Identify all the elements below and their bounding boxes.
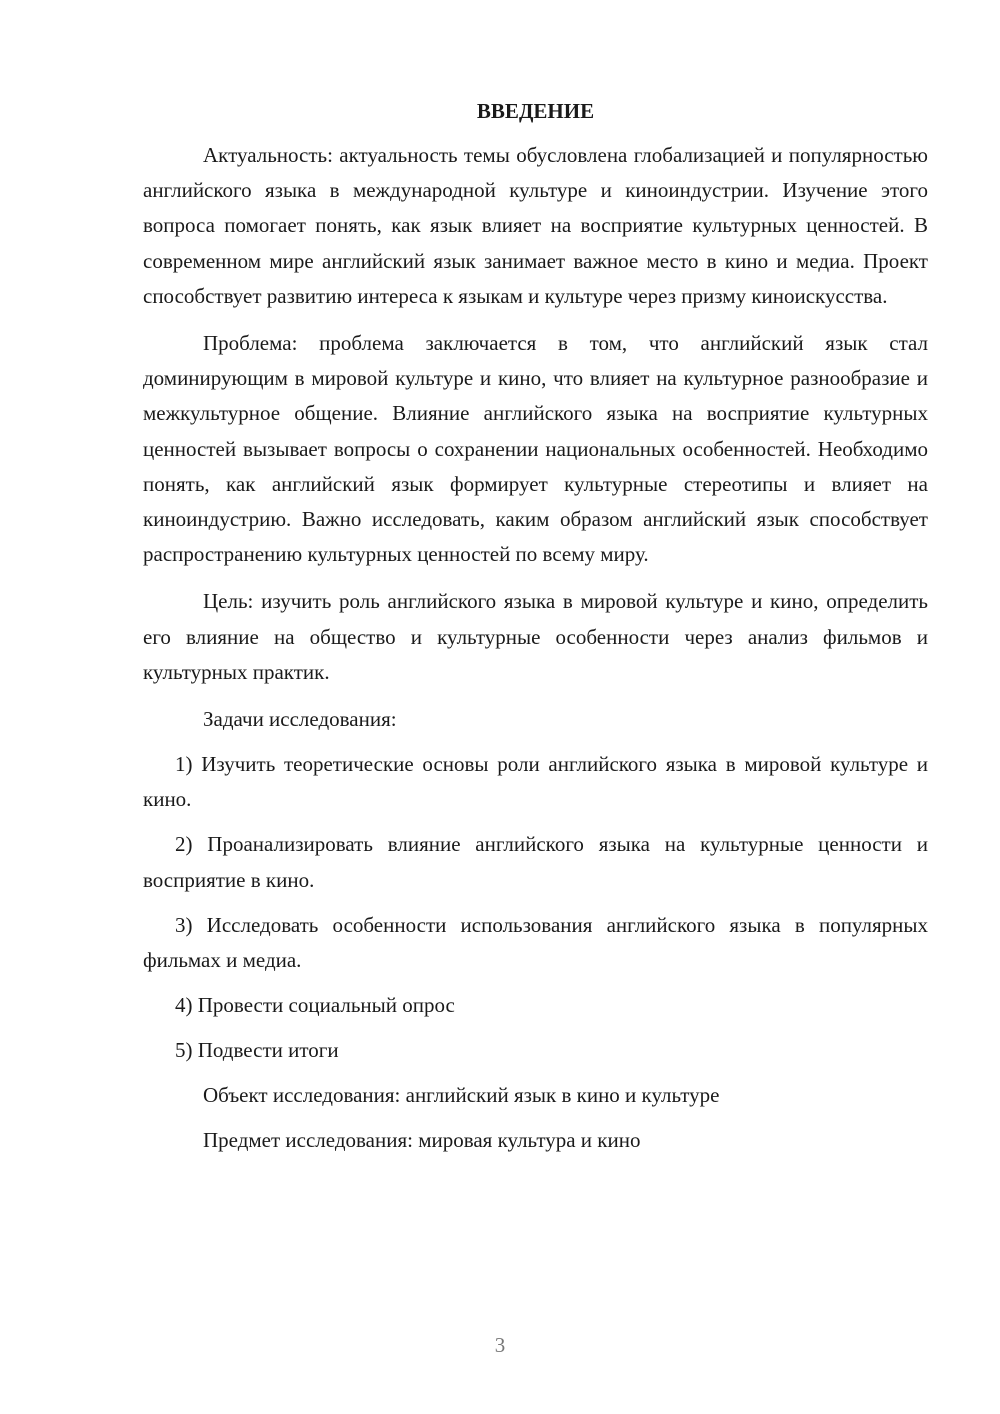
document-page (143, 96, 928, 1168)
page-number: 3 (494, 1333, 506, 1357)
research-object: Объект исследования: английский язык в кино и культуре (203, 1083, 720, 1108)
goal-paragraph: Цель: изучить роль английского языка в мировой культуре и кино, определить его влияние на общество и культурные особенности через анализ фильмов и культурных практик. (143, 589, 928, 684)
relevance-paragraph: Актуальность: актуальность темы обусловлена глобализацией и популярностью английского языка в международной культуре и киноиндустрии. Изучение этого вопроса помогает понять, как язык влияет на восприятие культурных ценностей. В современном мире английский язык занимает важное место в кино и медиа. Проект способствует развитию интереса к языкам и культуре через призму киноискусства. (143, 143, 928, 308)
task-item: 5) Подвести итоги (175, 1038, 339, 1063)
research-subject: Предмет исследования: мировая культура и кино (203, 1128, 641, 1153)
task-item: 3) Исследовать особенности использования английского языка в популярных фильмах и медиа. (143, 912, 928, 973)
tasks-heading: Задачи исследования: (203, 707, 397, 732)
task-item: 1) Изучить теоретические основы роли английского языка в мировой культуре и кино. (143, 752, 928, 812)
page-title: ВВЕДЕНИЕ (476, 99, 595, 123)
task-item: 2) Проанализировать влияние английского языка на культурные ценности и восприятие в кино. (143, 832, 928, 892)
task-item: 4) Провести социальный опрос (175, 993, 455, 1018)
problem-paragraph: Проблема: проблема заключается в том, что английский язык стал доминирующим в мировой культуре и кино, что влияет на культурное разнообразие и межкультурное общение. Влияние английского языка на восприятие культурных ценностей вызывает вопросы о сохранении национальных особенностей. Необходимо понять, как английский язык формирует культурные стереотипы и влияет на киноиндустрию. Важно исследовать, каким образом английский язык способствует распространению культурных ценностей по всему миру. (143, 331, 928, 567)
